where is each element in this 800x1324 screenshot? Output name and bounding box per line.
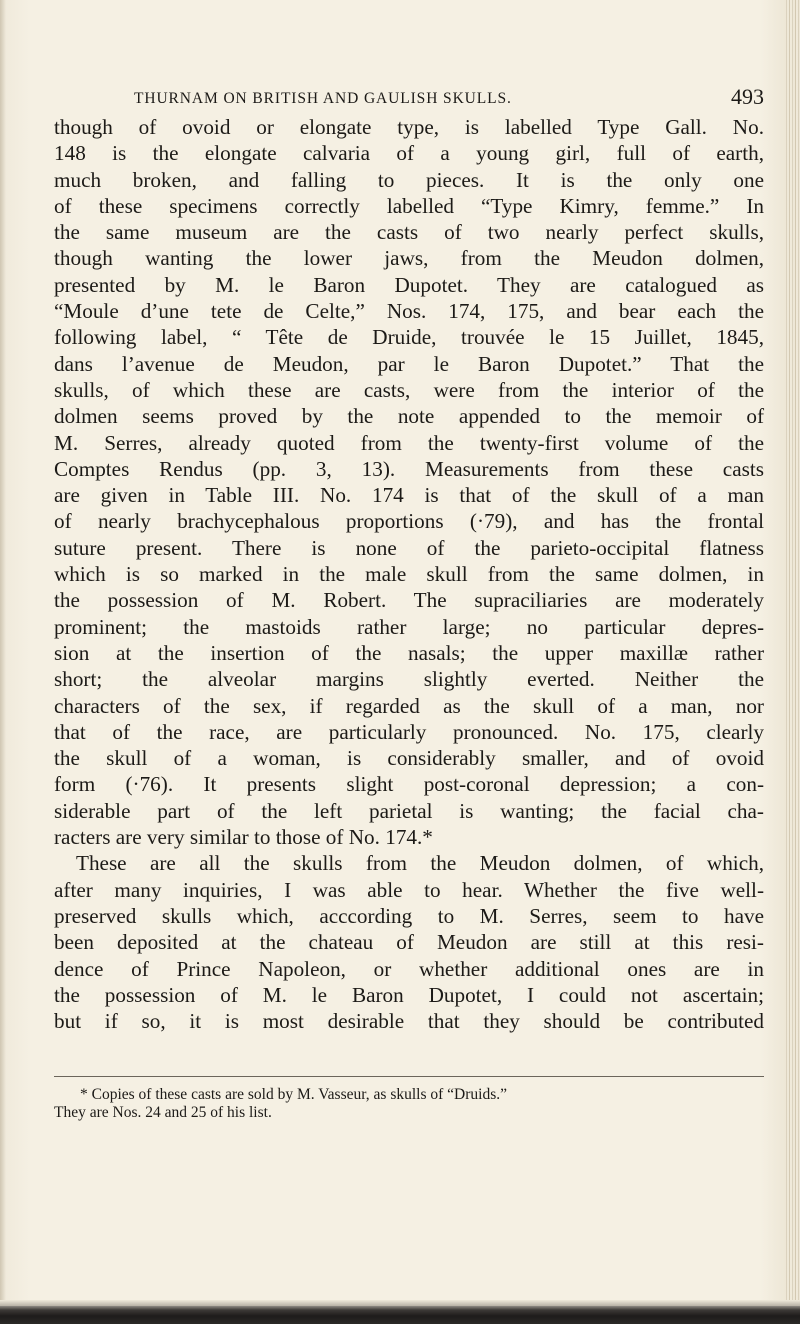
text-line: “Moule d’une tete de Celte,” Nos. 174, 175, and bear each the: [54, 299, 764, 324]
text-line: skulls, of which these are casts, were from the interior of the: [54, 377, 764, 402]
text-line: form (·76). It presents slight post-coronal depression; a con-: [54, 772, 764, 797]
text-line: preserved skulls which, acccording to M. Serres, seem to have: [54, 903, 764, 928]
text-line: of nearly brachycephalous proportions (·79), and has the frontal: [54, 509, 764, 534]
text-line: the skull of a woman, is considerably smaller, and of ovoid: [54, 746, 764, 771]
page-header: [54, 84, 764, 108]
text-line: short; the alveolar margins slightly everted. Neither the: [54, 667, 764, 692]
text-line: are given in Table III. No. 174 is that of the skull of a man: [54, 483, 764, 508]
text-line: characters of the sex, if regarded as the skull of a man, nor: [54, 693, 764, 718]
text-line: presented by M. le Baron Dupotet. They are catalogued as: [54, 272, 764, 297]
text-line: been deposited at the chateau of Meudon are still at this resi-: [54, 930, 764, 955]
text-line: suture present. There is none of the parieto-occipital flatness: [54, 535, 764, 560]
text-line: 148 is the elongate calvaria of a young girl, full of earth,: [54, 141, 764, 166]
text-line: of these specimens correctly labelled “Type Kimry, femme.” In: [54, 193, 764, 218]
running-head: THURNAM ON BRITISH AND GAULISH SKULLS.: [134, 90, 512, 107]
page-number: 493: [731, 84, 764, 109]
footnote-line: * Copies of these casts are sold by M. Vasseur, as skulls of “Druids.”: [80, 1086, 507, 1103]
text-line: racters are very similar to those of No. 174.*: [54, 825, 433, 850]
footnote: [54, 1086, 764, 1122]
text-line: though wanting the lower jaws, from the Meudon dolmen,: [54, 246, 764, 271]
text-line: prominent; the mastoids rather large; no particular depres-: [54, 614, 764, 639]
body-text: [54, 114, 764, 1034]
text-line: M. Serres, already quoted from the twenty-first volume of the: [54, 430, 764, 455]
text-line: which is so marked in the male skull from the same dolmen, in: [54, 562, 764, 587]
page-left-edge: [0, 0, 6, 1324]
text-line: siderable part of the left parietal is wanting; the facial cha-: [54, 798, 764, 823]
text-line: sion at the insertion of the nasals; the upper maxillæ rather: [54, 640, 764, 665]
text-line: the same museum are the casts of two nearly perfect skulls,: [54, 220, 764, 245]
footnote-line: They are Nos. 24 and 25 of his list.: [54, 1104, 272, 1121]
text-line: much broken, and falling to pieces. It is the only one: [54, 167, 764, 192]
text-line: dence of Prince Napoleon, or whether additional ones are in: [54, 956, 764, 981]
text-line: after many inquiries, I was able to hear. Whether the five well-: [54, 877, 764, 902]
page-bottom-edge: [0, 1306, 800, 1324]
text-line: dolmen seems proved by the note appended to the memoir of: [54, 404, 764, 429]
text-line: that of the race, are particularly pronounced. No. 175, clearly: [54, 719, 764, 744]
text-line: though of ovoid or elongate type, is labelled Type Gall. No.: [54, 115, 764, 139]
text-line: the possession of M. Robert. The supraciliaries are moderately: [54, 588, 764, 613]
page-right-edge: [786, 0, 800, 1324]
text-line: These are all the skulls from the Meudon dolmen, of which,: [76, 851, 764, 876]
footnote-divider: [54, 1076, 764, 1077]
text-line: the possession of M. le Baron Dupotet, I could not ascertain;: [54, 982, 764, 1007]
text-line: following label, “ Tête de Druide, trouvée le 15 Juillet, 1845,: [54, 325, 764, 350]
text-line: dans l’avenue de Meudon, par le Baron Dupotet.” That the: [54, 351, 764, 376]
text-line: but if so, it is most desirable that they should be contributed: [54, 1009, 764, 1034]
text-line: Comptes Rendus (pp. 3, 13). Measurements from these casts: [54, 456, 764, 481]
